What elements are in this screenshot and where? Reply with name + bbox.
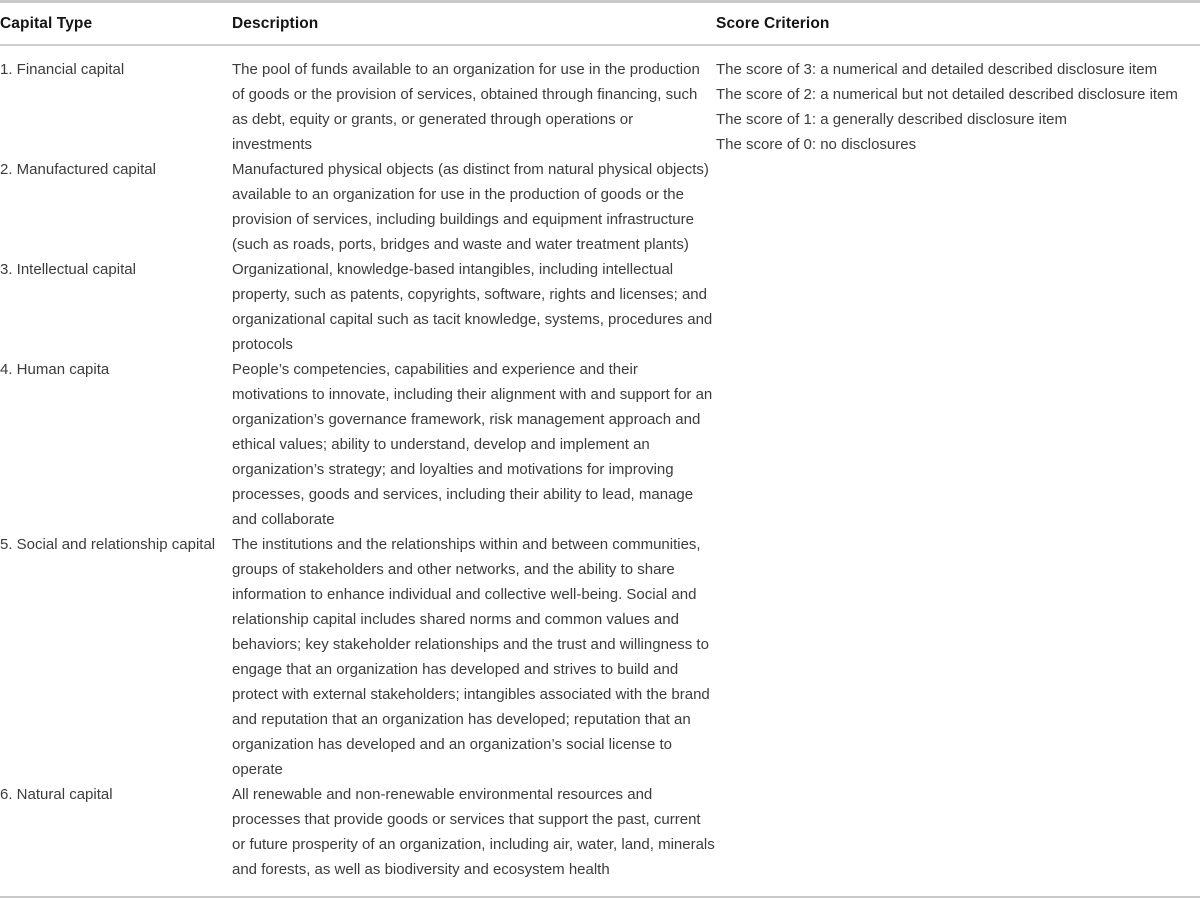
score-criterion-line: The score of 3: a numerical and detailed described disclosure item (716, 61, 1158, 78)
cell-score-criterion (716, 157, 1200, 257)
cell-capital-type: 4. Human capita (0, 361, 110, 378)
table-header-row (0, 2, 1200, 46)
table-row (0, 257, 1200, 357)
table-row (0, 532, 1200, 782)
cell-description: The institutions and the relationships within and between communities, groups of stakeholders and other networks, and the ability to share information to enhance individual and collective well-being. Social and relationship capital includes shared norms and common values and behaviors; key stakeholder relationships and the trust and willingness to engage that an organization has developed and strives to build and protect with external stakeholders; intangibles associated with the brand and reputation that an organization has developed; reputation that an organization has developed and an organization’s social license to operate (232, 536, 710, 778)
column-header-capital-type: Capital Type (0, 2, 232, 46)
cell-capital-type: 2. Manufactured capital (0, 161, 156, 178)
cell-score-criterion (716, 357, 1200, 532)
table-row (0, 782, 1200, 897)
column-header-description: Description (232, 2, 716, 46)
table-row (0, 45, 1200, 157)
cell-description: Organizational, knowledge-based intangibles, including intellectual property, such as patents, copyrights, software, rights and licenses; and organizational capital such as tacit knowledge, systems, procedures and protocols (232, 261, 713, 353)
table-body (0, 45, 1200, 897)
cell-description: Manufactured physical objects (as distinct from natural physical objects) available to an organization for use in the production of goods or the provision of services, including buildings and equipment infrastructure (such as roads, ports, bridges and waste and water treatment plants) (232, 161, 709, 253)
score-criterion-line: The score of 2: a numerical but not detailed described disclosure item (716, 86, 1178, 103)
cell-capital-type: 5. Social and relationship capital (0, 536, 216, 553)
cell-description: All renewable and non-renewable environmental resources and processes that provide goods or services that support the past, current or future prosperity of an organization, including air, water, land, minerals and forests, as well as biodiversity and ecosystem health (232, 786, 715, 878)
table-row (0, 157, 1200, 257)
score-criterion-line: The score of 1: a generally described disclosure item (716, 111, 1068, 128)
cell-capital-type: 6. Natural capital (0, 786, 113, 803)
cell-description: The pool of funds available to an organization for use in the production of goods or the provision of services, obtained through financing, such as debt, equity or grants, or generated through operations or investments (232, 61, 700, 153)
cell-capital-type: 1. Financial capital (0, 61, 125, 78)
cell-score-criterion (716, 782, 1200, 897)
table-row (0, 357, 1200, 532)
cell-description: People’s competencies, capabilities and experience and their motivations to innovate, including their alignment with and support for an organization’s governance framework, risk management approach and ethical values; ability to understand, develop and implement an organization’s strategy; and loyalties and motivations for improving processes, goods and services, including their ability to lead, manage and collaborate (232, 361, 713, 528)
cell-score-criterion (716, 45, 1200, 157)
cell-score-criterion (716, 257, 1200, 357)
cell-score-criterion (716, 532, 1200, 782)
score-criterion-line: The score of 0: no disclosures (716, 136, 917, 153)
table-header (0, 2, 1200, 46)
column-header-score-criterion: Score Criterion (716, 2, 1200, 46)
cell-capital-type: 3. Intellectual capital (0, 261, 136, 278)
